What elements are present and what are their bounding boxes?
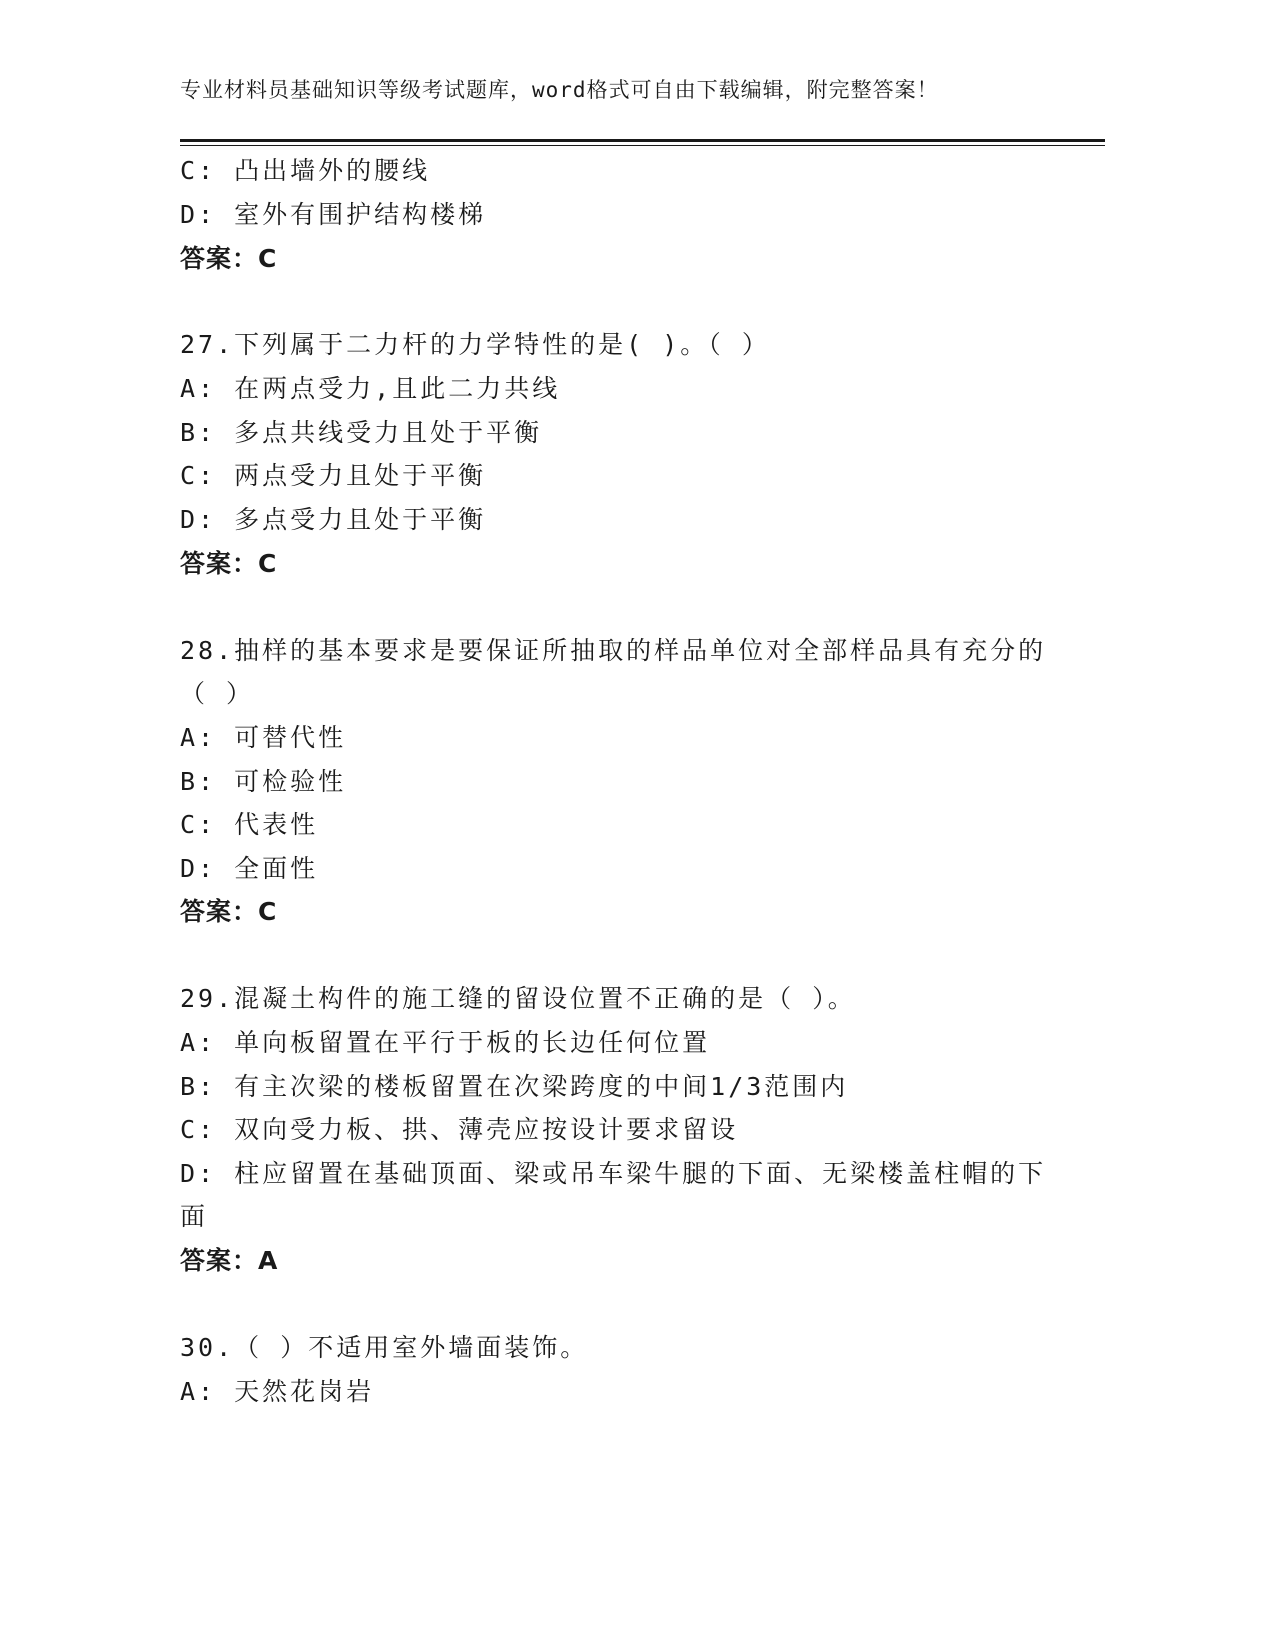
q28-option-a: A: 可替代性 bbox=[180, 723, 347, 752]
q29-answer: 答案：A bbox=[180, 1246, 279, 1275]
q29-option-d-continued: 面 bbox=[180, 1202, 209, 1231]
q27-option-a: A: 在两点受力,且此二力共线 bbox=[180, 374, 561, 403]
q29-option-a: A: 单向板留置在平行于板的长边任何位置 bbox=[180, 1028, 711, 1057]
q29-option-b: B: 有主次梁的楼板留置在次梁跨度的中间1/3范围内 bbox=[180, 1072, 849, 1101]
q26-option-c: C: 凸出墙外的腰线 bbox=[180, 156, 431, 185]
q27-answer: 答案：C bbox=[180, 549, 278, 578]
q26-option-d: D: 室外有围护结构楼梯 bbox=[180, 200, 487, 229]
page-header: 专业材料员基础知识等级考试题库，word格式可自由下载编辑，附完整答案！ bbox=[180, 78, 939, 102]
header-divider-thick bbox=[180, 139, 1105, 142]
q28-option-c: C: 代表性 bbox=[180, 810, 319, 839]
q27-option-c: C: 两点受力且处于平衡 bbox=[180, 461, 487, 490]
header-divider-thin bbox=[180, 145, 1105, 146]
q28-answer: 答案：C bbox=[180, 897, 278, 926]
q27-stem: 27.下列属于二力杆的力学特性的是( )。（ ） bbox=[180, 330, 770, 359]
q29-stem: 29.混凝土构件的施工缝的留设位置不正确的是（ ）。 bbox=[180, 984, 856, 1013]
q30-stem: 30.（ ）不适用室外墙面装饰。 bbox=[180, 1333, 589, 1362]
q30-option-a: A: 天然花岗岩 bbox=[180, 1377, 375, 1406]
q29-option-d: D: 柱应留置在基础顶面、梁或吊车梁牛腿的下面、无梁楼盖柱帽的下 bbox=[180, 1159, 1047, 1188]
q28-option-d: D: 全面性 bbox=[180, 854, 319, 883]
q28-option-b: B: 可检验性 bbox=[180, 767, 347, 796]
q29-option-c: C: 双向受力板、拱、薄壳应按设计要求留设 bbox=[180, 1115, 739, 1144]
q27-option-d: D: 多点受力且处于平衡 bbox=[180, 505, 487, 534]
q27-option-b: B: 多点共线受力且处于平衡 bbox=[180, 418, 543, 447]
q26-answer: 答案：C bbox=[180, 244, 278, 273]
q28-stem: 28.抽样的基本要求是要保证所抽取的样品单位对全部样品具有充分的 bbox=[180, 636, 1047, 665]
q28-stem-continued: （ ） bbox=[180, 679, 255, 708]
